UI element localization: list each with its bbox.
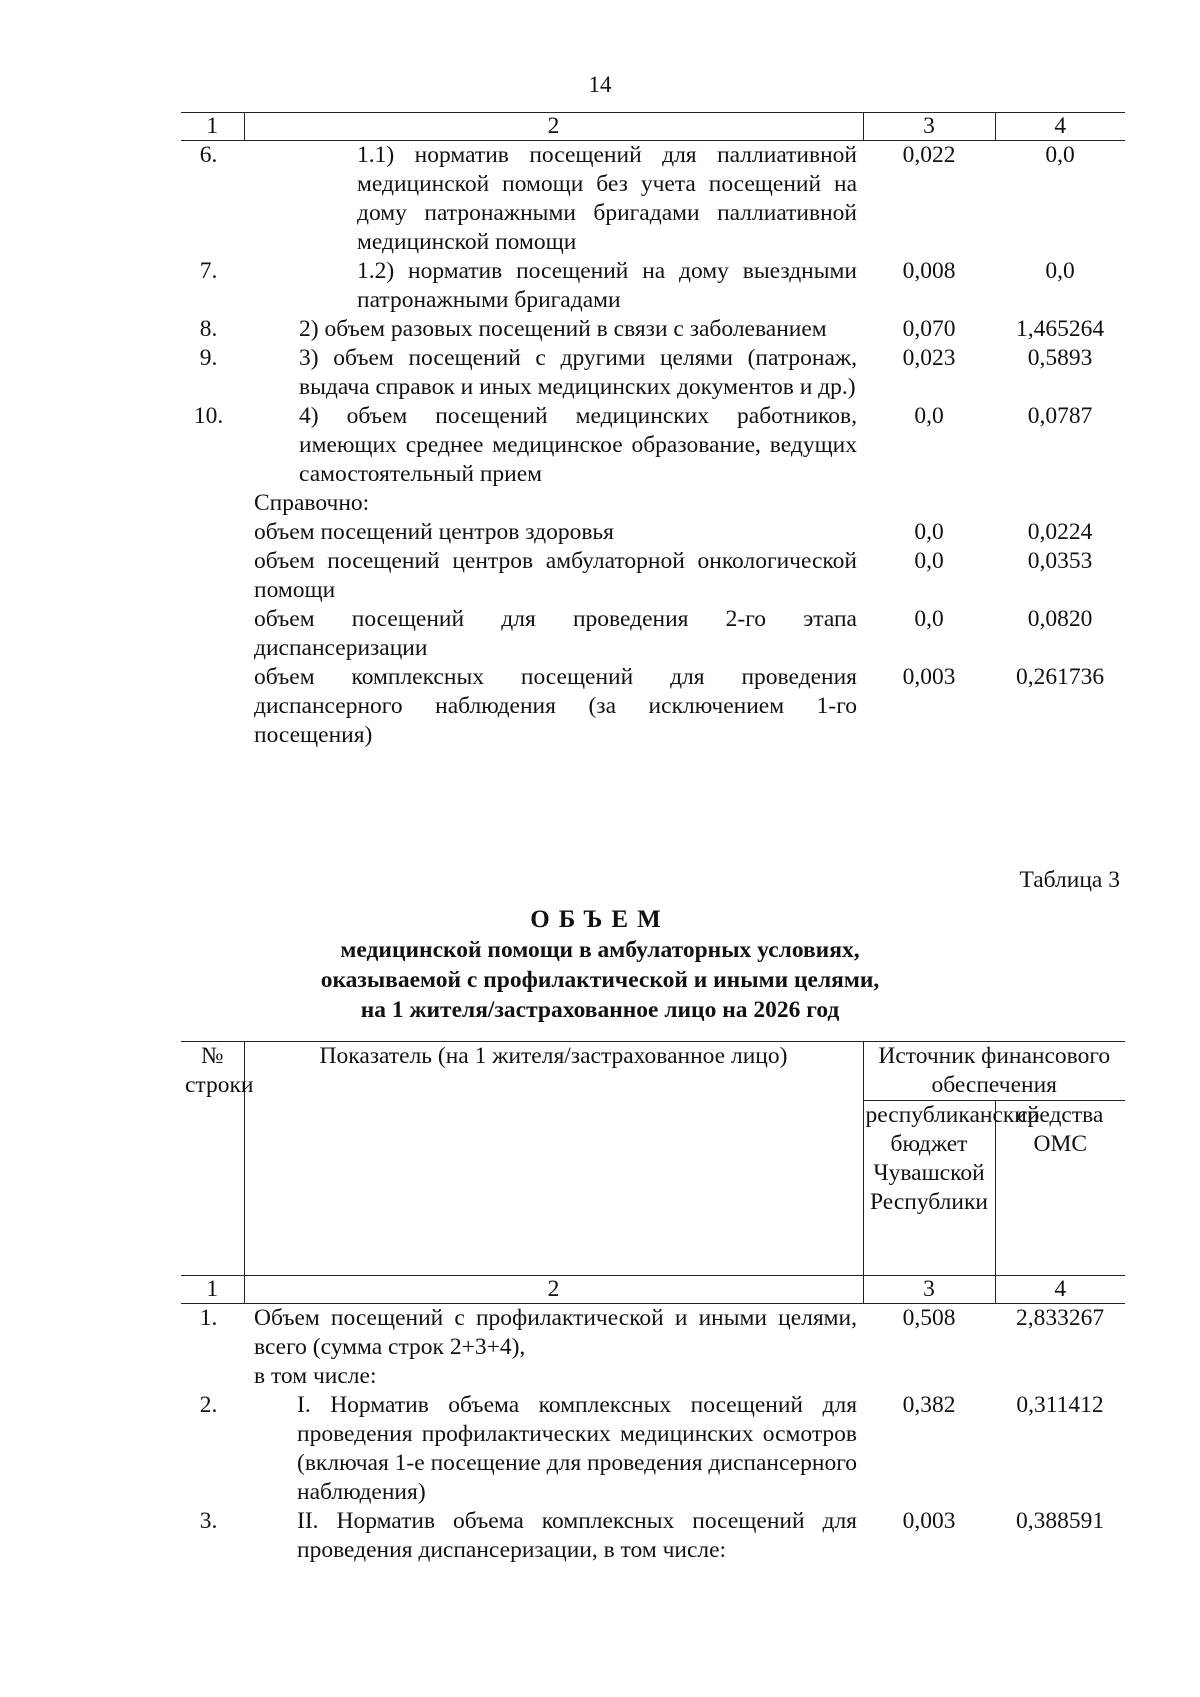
row-text: Объем посещений с профилактической и иными целями, всего (сумма строк 2+3+4),: [254, 1305, 857, 1360]
budget-value: 0,0: [914, 403, 944, 429]
reference-label-row: [181, 489, 1125, 518]
budget-value: 0,382: [902, 1392, 956, 1418]
continuation-table: [181, 112, 1125, 750]
row-number: 10.: [193, 403, 224, 429]
title-subtitle-line: медицинской помощи в амбулаторных условиях,: [340, 937, 860, 963]
oms-value: 0,311412: [1016, 1392, 1104, 1418]
reference-text: объем посещений центров амбулаторной онкологической помощи: [254, 548, 857, 603]
reference-text: объем комплексных посещений для проведения диспансерного наблюдения (за исключением 1-го посещения): [254, 664, 857, 748]
header-row-number: № строки: [181, 1042, 244, 1276]
row-number: 1.: [199, 1305, 218, 1331]
table-row: [181, 257, 1125, 315]
oms-value: 0,0224: [1027, 519, 1093, 545]
row-text: 3) объем посещений с другими целями (патронаж, выдача справок и иных медицинских документов и др.): [299, 345, 857, 400]
table-title: [0, 905, 1200, 1025]
column-number-row: [181, 113, 1125, 141]
budget-value: 0,508: [902, 1305, 956, 1331]
row-number: 8.: [199, 316, 218, 342]
oms-value: 2,833267: [1015, 1305, 1105, 1331]
row-number: 3.: [199, 1508, 218, 1534]
column-number: 4: [995, 1276, 1125, 1304]
row-number: 2.: [199, 1392, 218, 1418]
oms-value: 0,0787: [1027, 403, 1093, 429]
table-row: [181, 1304, 1125, 1392]
oms-value: 0,0: [1045, 142, 1075, 168]
table-row: [181, 1391, 1125, 1507]
oms-value: 0,261736: [1015, 664, 1105, 690]
reference-row: [181, 518, 1125, 547]
budget-value: 0,003: [902, 664, 956, 690]
reference-row: [181, 663, 1125, 750]
row-number: 6.: [199, 142, 218, 168]
table-row: [181, 141, 1125, 258]
row-number: 7.: [199, 258, 218, 284]
reference-text: объем посещений центров здоровья: [254, 519, 614, 545]
table3-body: [181, 1275, 1125, 1565]
column-number: 2: [244, 113, 863, 141]
row-subtext: в том числе:: [254, 1363, 377, 1389]
oms-value: 0,5893: [1027, 345, 1093, 371]
column-number: 3: [863, 113, 995, 141]
title-subtitle-line: оказываемой с профилактической и иными целями,: [320, 967, 880, 993]
row-text: I. Норматив объема комплексных посещений для проведения профилактических медицинских осмотров (включая 1-е посещение для проведения диспансерного наблюдения): [297, 1392, 857, 1505]
oms-value: 1,465264: [1015, 316, 1105, 342]
column-number: 1: [181, 1276, 244, 1304]
budget-value: 0,022: [902, 142, 956, 168]
budget-value: 0,0: [914, 606, 944, 632]
table-row: [181, 344, 1125, 402]
page-number: 14: [588, 72, 612, 97]
budget-value: 0,0: [914, 548, 944, 574]
oms-value: 0,388591: [1015, 1508, 1105, 1534]
table-row: [181, 1507, 1125, 1565]
column-number: 4: [995, 113, 1125, 141]
row-text: 1.2) норматив посещений на дому выездными патронажными бригадами: [357, 258, 857, 313]
table-row: [181, 315, 1125, 344]
header-indicator: Показатель (на 1 жителя/застрахованное лицо): [244, 1042, 863, 1276]
column-number: 3: [863, 1276, 995, 1304]
reference-text: объем посещений для проведения 2-го этапа диспансеризации: [254, 606, 857, 661]
table-row: [181, 402, 1125, 489]
budget-value: 0,008: [902, 258, 956, 284]
column-number: 1: [181, 113, 244, 141]
row-text: II. Норматив объема комплексных посещений для проведения диспансеризации, в том числе:: [297, 1508, 857, 1563]
reference-row: [181, 605, 1125, 663]
header-oms: средства ОМС: [995, 1101, 1125, 1276]
budget-value: 0,070: [902, 316, 956, 342]
title-subtitle-line: на 1 жителя/застрахованное лицо на 2026 год: [360, 997, 840, 1023]
oms-value: 0,0820: [1027, 606, 1093, 632]
row-text-cell: [244, 1304, 863, 1392]
row-text: 1.1) норматив посещений для паллиативной медицинской помощи без учета посещений на дому патронажными бригадами паллиативной медицинской помощи: [357, 142, 857, 255]
oms-value: 0,0353: [1027, 548, 1093, 574]
table3-header: [181, 1041, 1125, 1276]
oms-value: 0,0: [1045, 258, 1075, 284]
header-source: Источник финансового обеспечения: [863, 1042, 1125, 1101]
header-budget: республиканский бюджет Чувашской Республики: [863, 1101, 995, 1276]
reference-label: Справочно:: [254, 490, 370, 516]
row-text: 4) объем посещений медицинских работников, имеющих среднее медицинское образование, ведущих самостоятельный прием: [299, 403, 857, 487]
title-main: ОБЪЕМ: [530, 906, 670, 933]
row-text: 2) объем разовых посещений в связи с заболеванием: [299, 316, 827, 342]
row-number: 9.: [199, 345, 218, 371]
table-label: Таблица 3: [1019, 867, 1120, 893]
budget-value: 0,023: [902, 345, 956, 371]
column-number-row: [181, 1276, 1125, 1304]
reference-row: [181, 547, 1125, 605]
budget-value: 0,0: [914, 519, 944, 545]
column-number: 2: [244, 1276, 863, 1304]
budget-value: 0,003: [902, 1508, 956, 1534]
